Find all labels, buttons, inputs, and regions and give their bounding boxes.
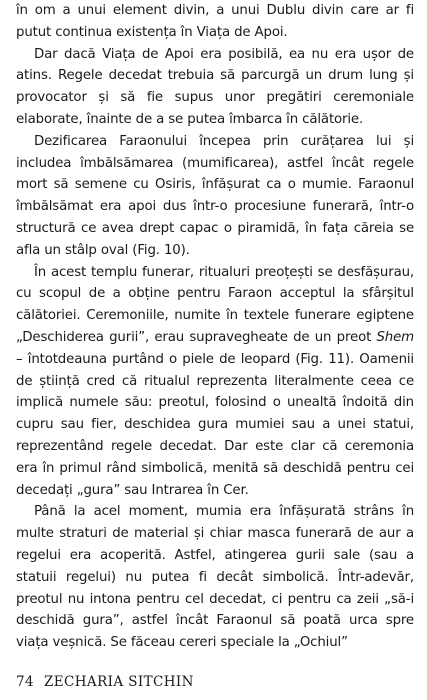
paragraph-text: Dezificarea Faraonului începea prin curățarea lui și includea îmbălsămarea (mumificarea), astfel încât regele mort să semene cu Osiris, înfășurat ca o mumie. Faraonul îmbălsămat era apoi dus într-o procesiune funerară, într-o structură ce avea drept capac o piramidă, în fața căreia se afla un stâlp oval (Fig. 10). bbox=[16, 133, 414, 258]
paragraph-text: în om a unui element divin, a unui Dublu divin care ar fi putut continua existența în Viața de Apoi. bbox=[16, 3, 414, 40]
page-footer bbox=[16, 674, 194, 690]
paragraph-4 bbox=[16, 262, 414, 502]
running-head: ZECHARIA SITCHIN bbox=[43, 674, 194, 690]
paragraph-5 bbox=[16, 501, 414, 654]
page-number: 74 bbox=[16, 674, 34, 690]
page-body bbox=[16, 0, 414, 654]
paragraph-text: În acest templu funerar, ritualuri preoțești se desfășurau, cu scopul de a obține pentru Faraon acceptul la sfârșitul călătoriei. Ceremoniile, numite în textele funerare egiptene „Deschiderea gurii”, erau supravegheate de un preot bbox=[16, 264, 414, 345]
paragraph-text: Până la acel moment, mumia era înfășurată strâns în multe straturi de material și chiar masca funerară de aur a regelui era acoperită. Astfel, atingerea gurii sale (sau a statuii regelui) nu putea fi decât simbolică. Într-adevăr, preotul nu intona pentru cel decedat, ci pentru ca zeii „să-i deschidă gura”, astfel încât Faraonul să poată urca spre viața veșnică. Se făceau cereri speciale la „Ochiul” bbox=[16, 504, 414, 651]
paragraph-1 bbox=[16, 0, 414, 44]
paragraph-text: – întotdeauna purtând o piele de leopard (Fig. 11). Oamenii de știință cred că ritualul reprezenta literalmente ceea ce implică numele său: preotul, folosind o unealtă îndoită din cupru sau fier, deschidea gura mumiei sau a unei statui, reprezentând regele decedat. Dar este clar că ceremonia era în primul rând simbolică, menită să deschidă pentru cei decedați „gura” sau Intrarea în Cer. bbox=[16, 351, 414, 498]
paragraph-3 bbox=[16, 131, 414, 262]
paragraph-text-italic: Shem bbox=[376, 329, 414, 345]
paragraph-2 bbox=[16, 44, 414, 131]
paragraph-text: Dar dacă Viața de Apoi era posibilă, ea nu era ușor de atins. Regele decedat trebuia să parcurgă un drum lung și provocator și să fie supus unor pregătiri ceremoniale elaborate, înainte de a se putea îmbarca în călătorie. bbox=[16, 46, 414, 127]
